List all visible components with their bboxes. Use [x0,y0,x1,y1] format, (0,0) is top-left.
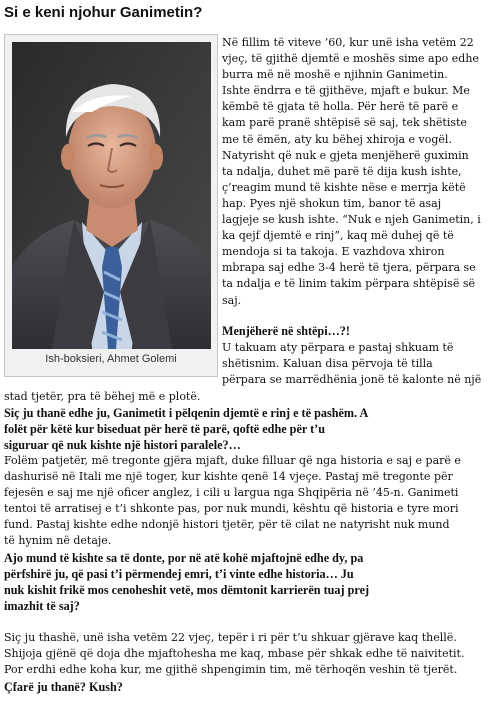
text-line: këmbë të gjata të holla. Për herë të parë e [222,100,459,114]
intro-paragraph [222,35,492,309]
paragraph-2-continued: stad tjetër, pra të bëhej më e plotë. [4,390,201,403]
text-line: lagjeje se kush ishte. “Nuk e njeh Ganimetin, i [222,213,481,227]
text-line: dashurisë në Itali me një toger, kur kishte qenë 14 vjeçe. Pastaj më tregonte për [4,470,453,484]
text-line: Shijoja gjënë që doja dhe mjaftohesha me kaq, mbase për shkak edhe të naivitetit. [4,647,465,661]
text-line: shëtisnim. Kaluan disa përvoja të tilla [222,357,433,371]
text-line: Në fillim të viteve ’60, kur unë isha vetëm 22 [222,36,474,49]
text-line: kam parë pranë shtëpisë së saj, tek shëtiste [222,116,467,130]
answer-1 [4,453,491,550]
paragraph-2 [222,340,492,388]
text-line: me të ëmën, aty ku bëhej xhiroja e vogël. [222,132,452,146]
text-line: ta ndalja, duhet më parë të dija kush ishte, [222,164,462,178]
text-line: mendoja si ta takoja. E vazhdova xhiron [222,245,445,259]
text-line: burra më në moshë e njihnin Ganimetin. [222,68,448,82]
text-line: saj. [222,293,242,307]
text-line: Por erdhi edhe koha kur, me gjithë shpengimin tim, më tërhoqën veshin të tjerët. [4,663,458,677]
text-line: fund. Pastaj kishte edhe ndonjë histori tjetër, për të cilat ne natyrisht nuk mund [4,518,450,532]
question-2 [4,550,491,614]
text-line: ka qejf djemtë e rinj”, kaq më duhej që të [222,229,454,243]
text-line: Siç ju thashë, unë isha vetëm 22 vjeç, tepër i ri për t’u shkuar gjërave kaq thellë. [4,631,457,644]
text-line: ç’reagim mund të kishte nëse e merrja këtë [222,180,466,194]
text-line: përfshirë ju, që pasi t’i përmendej emri, t’i vinte edhe historia… Ju [4,567,354,581]
text-line: ta ndalja e të linim takim përpara shtëpisë së [222,277,475,291]
text-line: mbrapa saj edhe 3-4 herë të tjera, përpara se [222,261,476,275]
article-title: Si e keni njohur Ganimetin? [4,4,203,21]
text-line: folët për këtë kur biseduat për herë të parë, qoftë edhe për t’u [4,422,326,436]
text-line: Ishte ëndrra e të gjithëve, mjaft e bukur. Me [222,84,470,98]
text-line: Ajo mund të kishte sa të donte, por në atë kohë mjaftojnë edhe dy, pa [4,551,364,565]
answer-2 [4,630,491,678]
text-line: nuk kishit frikë mos cenoheshit vetë, mos dëmtonit karrierën tuaj prej [4,583,370,597]
text-line: të hynim në detaje. [4,534,112,548]
text-line: tentoi të arratisej e t’i shkonte pas, por nuk mundi, kështu që historia e tyre mori [4,502,459,516]
photo-frame [4,34,218,377]
text-line: siguruar që nuk kishte një histori paralele?… [4,438,241,452]
subheading: Menjëherë në shtëpi…?! [222,324,350,338]
text-line: U takuam aty përpara e pastaj shkuam të [222,341,454,354]
text-line: hap. Pyes një shokun tim, banor të asaj [222,196,442,210]
text-line: Natyrisht që nuk e gjeta menjëherë guximin [222,148,469,162]
question-1 [4,405,491,453]
text-line: përpara se marrëdhënia jonë të kalonte në një [222,373,482,387]
text-line: Siç ju thanë edhe ju, Ganimetit i pëlqenin djemtë e rinj e të pashëm. A [4,406,369,420]
text-line: vjeç, të gjithë djemtë e moshës sime apo edhe [222,52,479,66]
photo-caption: Ish-boksieri, Ahmet Golemi [45,353,177,365]
text-line: imazhit të saj? [4,599,80,613]
question-3: Çfarë ju thanë? Kush? [4,680,123,694]
text-line: Folëm patjetër, më tregonte gjëra mjaft, duke filluar që nga historia e saj e parë e [4,454,461,467]
portrait-photo [12,42,211,349]
text-line: fejesën e saj me një oficer anglez, i cili u largua nga Shqipëria në ’45-n. Ganimeti [4,486,459,500]
